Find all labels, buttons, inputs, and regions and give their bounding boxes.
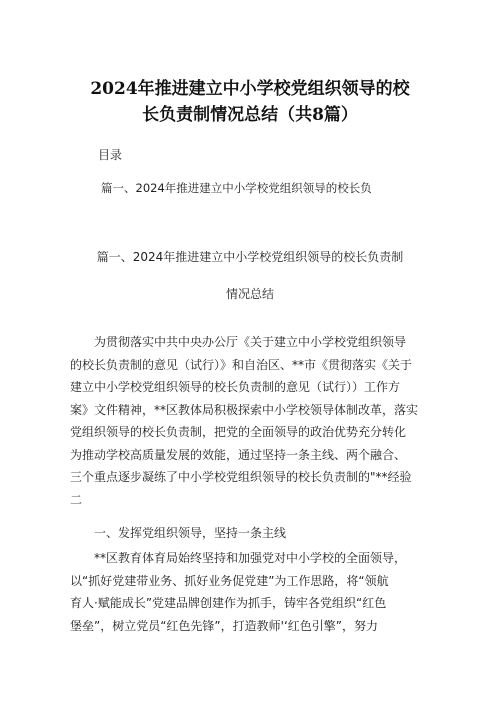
section-title-line-1: 篇一、2024年推进建立中小学校党组织领导的校长负责制: [96, 250, 404, 264]
paragraph-line: 育人·赋能成长”党建品牌创建作为抓手，铸牢各党组织“红色: [70, 596, 387, 610]
paragraph-line: **区教育体育局始终坚持和加强党对中小学校的全面领导，: [94, 551, 407, 565]
subheading-1: 一、发挥党组织领导，坚持一条主线: [94, 526, 287, 540]
paragraph-1: [70, 331, 436, 511]
section-title-line-2: 情况总结: [225, 287, 274, 301]
document-title-line-2: 长负责制情况总结（共8篇）: [142, 105, 358, 125]
paragraph-line: 的校长负责制的意见（试行）》和自治区、**市《贯彻落实《关于: [70, 357, 413, 372]
paragraph-line: 案》文件精神，**区教体局积极探索中小学校领导体制改革，落实: [70, 402, 419, 417]
paragraph-2: [70, 547, 436, 637]
toc-item[interactable]: 篇一、2024年推进建立中小学校党组织领导的校长负: [101, 181, 372, 195]
paragraph-line: 党组织领导的校长负责制，把党的全面领导的政治优势充分转化: [70, 425, 407, 439]
paragraph-line: 为推动学校高质量发展的效能，通过坚持一条主线、两个融合、: [70, 447, 407, 462]
toc-heading: 目录: [98, 148, 123, 162]
paragraph-line: 堡垒”，树立党员“红色先锋”，打造教师'‘红色引擎”，努力: [70, 618, 378, 633]
paragraph-line: 为贯彻落实中共中央办公厅《关于建立中小学校党组织领导: [94, 335, 407, 349]
paragraph-line: 二: [70, 492, 83, 507]
paragraph-line: 建立中小学校党组织领导的校长负责制的意见（试行））工作方: [70, 380, 401, 394]
paragraph-line: 以“抓好党建带业务、抓好业务促党建”为工作思路，将“领航: [70, 573, 389, 588]
paragraph-line: 三个重点逐步凝练了中小学校党组织领导的校长负责制的"**经验: [70, 470, 412, 484]
document-title-line-1: 2024年推进建立中小学校党组织领导的校: [90, 79, 410, 99]
